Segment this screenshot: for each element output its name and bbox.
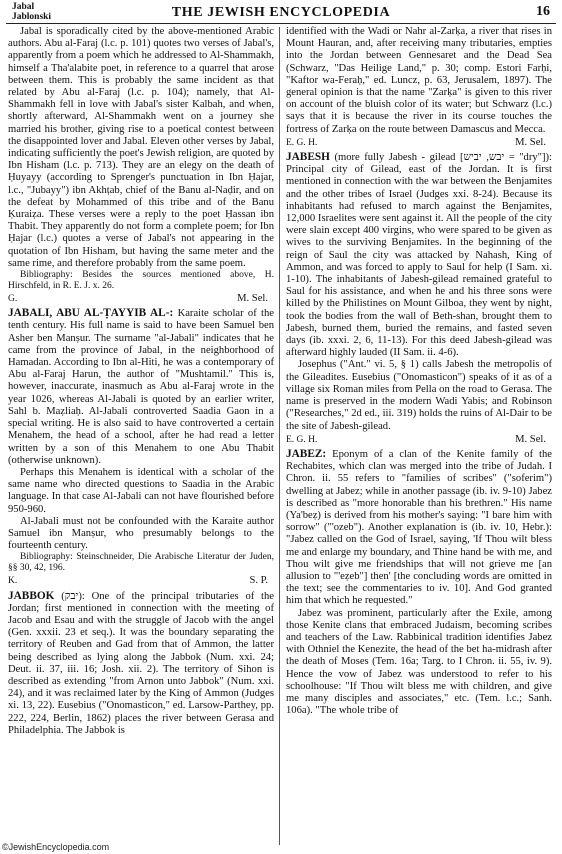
jabbok-sig-code: E. G. H. — [286, 137, 318, 148]
jabali-entry — [8, 307, 274, 467]
page-header — [6, 2, 556, 22]
jabez-entry — [286, 448, 552, 608]
left-column — [8, 26, 274, 737]
jabali-bibliography: Bibliography: Steinschneider, Die Arabische Literatur der Juden, §§ 30, 42, 196. — [8, 552, 274, 574]
jabez-paragraph-2: Jabez was prominent, particularly after the Exile, among those Kenite clans that embraced Judaism, becoming scribes and teachers of the Law. Rabbinical tradition identifies Jabez with Othniel the Kenezite, the head of the bet ha-midrash after the death of Moses (Tem. 16a; Targ. to I Chron. ii. 55, iv. 9). Hence the vow of Jabez was understood to refer to his schoolhouse: "If Thou wilt bless me with children, and give me many disciples and associates," etc. (Tem. l.c.; Sanh. 106a). "The whole tribe of — [286, 607, 552, 717]
jabali-sig-author: S. P. — [249, 575, 268, 587]
jabesh-paragraph-2: Josephus ("Ant." vi. 5, § 1) calls Jabesh the metropolis of the Gileadites. Eusebius ("Onomasticon") speaks of it as of a village six Roman miles from Pella on the road to Gerasa. The name is preserved in the modern Wadi Yabis; and Robinson ("Researches," 2d ed., iii. 319) holds the ruins of Al-Dair to be the site of Jabesh-gilead. — [286, 359, 552, 432]
page-number: 16 — [536, 4, 550, 19]
jabbok-signature — [286, 137, 552, 149]
jabbok-sig-author: M. Sel. — [515, 136, 546, 148]
jabez-headword: JABEZ: — [286, 447, 327, 460]
jabali-paragraph-3: Al-Jabali must not be confounded with the Karaite author Samuel ibn Manṣur, who presumably belongs to the fourteenth century. — [8, 515, 274, 552]
running-head-first: Jabal — [12, 2, 35, 12]
jabbok-continuation: identified with the Wadi or Nahr al-Zarḳa, a river that rises in Mount Hauran, and, after receiving many tributaries, empties into the Jordan between Gennesaret and the Dead Sea (Schwarz, "Das Heilige Land," p. 30; comp. Estori Farḥi, "Kaftor wa-Feraḥ," ed. Luncz, p. 63, Jerusalem, 1897). The general opinion is that the name "Zarḳa" is given to this river on account of the bluish color of its water; but Schwarz (l.c.) says that it is because the river in its course touches the fortress of Zarḳa on the route between Damascus and Mecca. — [286, 26, 552, 135]
copyright-footer: ©JewishEncyclopedia.com — [2, 842, 110, 852]
jabesh-sig-author: M. Sel. — [515, 433, 546, 445]
right-column — [286, 26, 552, 717]
jabbok-headword: JABBOK — [8, 589, 55, 602]
header-rule — [6, 23, 556, 24]
jabesh-signature — [286, 434, 552, 446]
page-title: THE JEWISH ENCYCLOPEDIA — [171, 5, 391, 20]
jabbok-entry: JABBOK (יבק): One of the principal tributaries of the Jordan; first mentioned in connection with the meeting of Jacob and Esau and with the struggle of Jacob with the angel (Gen. xxxii. 23 et seq.). It was the boundary separating the territory of Reuben and Gad from that of Ammon, the latter being described as lying along the Jabbok (Num. xxi. 24; Deut. ii. 37, iii. 16; Josh. xii. 2). The territory of Sihon is described as extending "from Arnon unto Jabbok" (Num. xxi. 24), and it was reclaimed later by the King of Ammon (Judges xi. 13, 22). Eusebius ("Onomasticon," ed. Larsow-Parthey, pp. 222, 224, Berlin, 1862) places the river between Gerasa and Philadelphia. The Jabbok is — [8, 589, 274, 736]
jabali-text: Karaite scholar of the tenth century. His full name is said to have been Samuel ben Asher ben Manṣur. The surname "al-Jabali" indicates that he came from the province of Jabal, in the neighborhood of Hamadan. According to Ibn al-Hiti, he was a contemporary of Abu al-Faraj Harun, the author of "Mushtamil." This is, however, inaccurate, inasmuch as Abu al-Faraj wrote in the year 1026, whereas Al-Jabali is quoted by an earlier writer, Sahl b. Maẓliaḥ. Al-Jabali controverted Saadia Gaon in a special writing. He is also said to have controverted a certain Menahem, the head of a school, after he had read a letter written by a son of this Menahem to one Abu Thabit (otherwise unknown). — [8, 308, 274, 466]
jabesh-entry — [286, 151, 552, 359]
jabal-bibliography: Bibliography: Besides the sources mentioned above, H. Hirschfeld, in R. E. J. x. 26. — [8, 270, 274, 292]
jabez-text: Eponym of a clan of the Kenite family of the Rechabites, which clan was merged into the tribe of Judah. I Chron. ii. 55 refers to "families of scribes" ("soferim") dwelling at Jabez; while in another passage (ib. iv. 9-10) Jabez is described as "more honorable than his brethren." His name (Ya'beẓ) is derived from his mother's saying: "I bare him with sorrow" ("'ozeb"). Another explanation is (ib. iv. 10, Hebr.): "Jabez called on the God of Israel, saying, 'If Thou wilt bless me and enlarge my boundary, and Thine hand be with me, and Thou wilt give me friendships that will not grieve me [an allusion to "'eẓeb"] then' [the concluding words are omitted in the text; see the commentaries to iv. 10]. And God granted him that which he requested." — [286, 448, 552, 607]
jabali-signature — [8, 575, 274, 587]
jabali-sig-code: K. — [8, 576, 18, 587]
running-head-last: Jablonski — [12, 12, 52, 22]
jabesh-text: (more fully Jabesh - gilead [יבש, יביש = "dry"]): Principal city of Gilead, east of the Jordan. It is first mentioned in connection with the war between the Benjamites and the other tribes of Israel (Judges xxi. 8-24). Because its inhabitants had refused to march against the Benjamites, 12,000 Israelites were sent against it. All the people of the city were slain except 400 virgins, who were spared to be given as wives to the surviving Benjamites. In the beginning of the reign of Saul the city was attacked by Nahash, King of Ammon, and was forced to apply to Saul for help (I Sam. xi. 1-10). The inhabitants of Jabesh-gilead remained grateful to Saul for his assistance, and when he and his three sons were killed by the Philistines on Mount Gilboa, they went by night, took the bodies from the wall of Beth-shan, brought them to Jabesh, burned them, buried the remains, and fasted seven days (ib. xxxi. 2, 6, 11-13). For this deed Jabesh-gilead was afterward highly lauded (II Sam. ii. 4-6). — [286, 152, 553, 359]
jabbok-hebrew: (יבק) — [61, 590, 82, 602]
jabali-paragraph-2: Perhaps this Menahem is identical with a scholar of the same name who directed questions to Saadia in the Arabic language. In that case Al-Jabali can not have flourished before 950-960. — [8, 466, 274, 515]
jabali-headword: JABALI, ABU AL-ṬAYYIB AL-: — [8, 307, 174, 320]
jabesh-sig-code: E. G. H. — [286, 434, 318, 445]
column-divider — [279, 27, 280, 845]
jabesh-headword: JABESH — [286, 151, 330, 164]
jabal-sig-code: G. — [8, 294, 18, 305]
jabal-sig-author: M. Sel. — [237, 293, 268, 305]
jabbok-text: One of the principal tributaries of the Jordan; first mentioned in connection with the meeting of Jacob and Esau and with the struggle of Jacob with the angel (Gen. xxxii. 23 et seq.). It was the boundary separating the territory of Reuben and Gad from that of Ammon, the latter being described as lying along the Jabbok (Num. xxi. 24; Deut. ii. 37, iii. 16; Josh. xii. 2). The territory of Sihon is described as extending "from Arnon unto Jabbok" (Num. xxi. 24), and it was reclaimed later by the King of Ammon (Judges xi. 13, 22). Eusebius ("Onomasticon," ed. Larsow-Parthey, pp. 222, 224, Berlin, 1862) places the river between Gerasa and Philadelphia. The Jabbok is — [8, 590, 274, 736]
jabal-signature — [8, 293, 274, 305]
jabal-paragraph: Jabal is sporadically cited by the above-mentioned Arabic authors. Abu al-Faraj (l.c. p. 101) quotes two verses of Jabal's, apparently from a poem which he addressed to Al-Shammakh, himself a Tha'alabite poet, in reference to a quarrel that arose between them. This is probably the same incident as that related by Abu al-Faraj (l.c. p. 104); namely, that Al-Shammakh fell in love with Jabal's sister Kalbah, and when, shortly afterward, Al-Shammakh went on a journey she married his brother, giving rise to a poetical contest between the disappointed lover and Jabal. Eleven other verses by Jabal, indicating sufficiently the poet's Jewish religion, are quoted by Ibn Hisham (l.c. p. 713). They are an elegy on the death of Ḥuyayy (according to Sprenger's punctuation in Ibn Ḥajar, l.c., "Jubayy") ibn Akhṭab, chief of the Banu al-Naḍir, and on the defeat by Mohammed of this tribe and of the Banu Ḳuraiẓa. These verses were a reply to the poet Ḥassan ibn Thabit. They apparently do not form a complete poem; for Ibn Ḥajar (l.c.) quotes a verse of Jabal's not appearing in the quotation of Ibn Hisham, but having the same meter and the same rime, and therefore probably from the same poem. — [8, 26, 274, 269]
